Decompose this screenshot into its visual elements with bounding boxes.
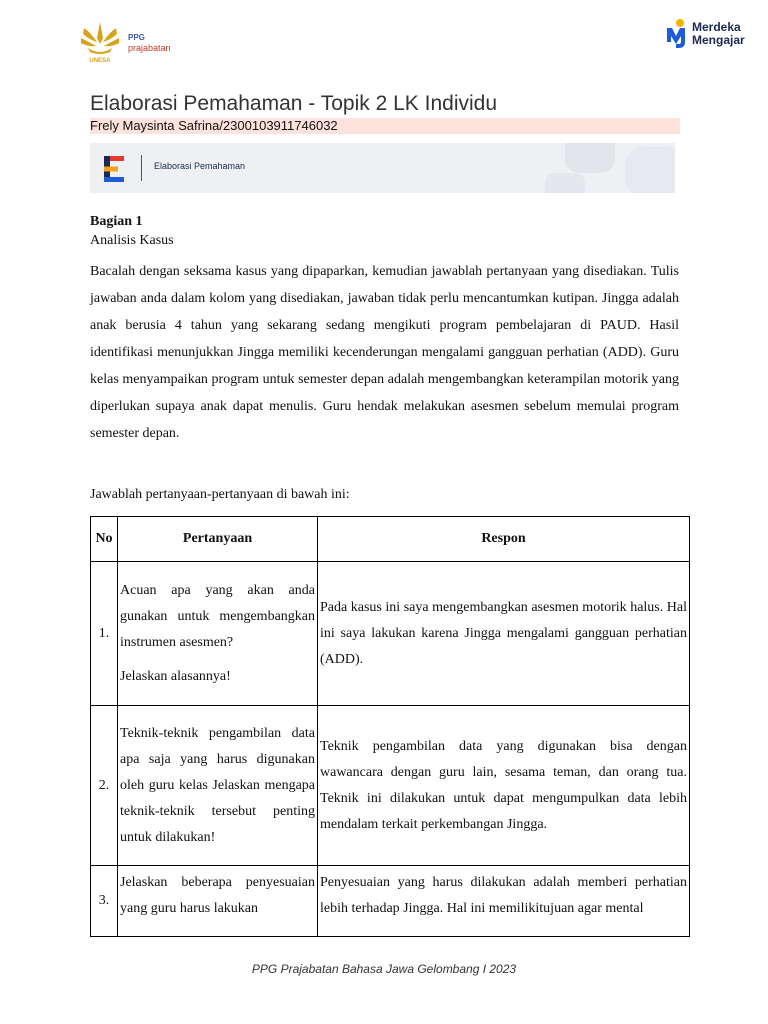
header-response: Respon (318, 517, 690, 562)
case-paragraph: Bacalah dengan seksama kasus yang dipaparkan, kemudian jawablah pertanyaan yang disediakan. Tulis jawaban anda dalam kolom yang disediakan, jawaban tidak perlu mencantumkan kutipan. Jingga adalah anak berusia 4 tahun yang sekarang sedang mengikuti program pembelajaran di PAUD. Hasil identifikasi menunjukkan Jingga memiliki kecenderungan mengalami gangguan perhatian (ADD). Guru kelas menyampaikan program untuk semester depan adalah mengembangkan keterampilan motorik yang diperlukan supaya anak dapat menulis. Guru hendak melakukan asesmen sebelum memulai program semester depan. (90, 264, 679, 441)
merdeka-mengajar-logo (664, 18, 745, 50)
question-text: Jelaskan beberapa penyesuaian yang guru harus lakukan (120, 875, 315, 916)
banner-e-icon (104, 156, 126, 187)
mm-logo-line1: Merdeka (692, 20, 741, 34)
header-no: No (91, 517, 118, 562)
row-number: 3. (91, 866, 118, 937)
section-banner (90, 143, 675, 193)
mm-logo-line2: Mengajar (692, 33, 745, 47)
banner-label: Elaborasi Pemahaman (154, 161, 246, 171)
response-cell (318, 706, 690, 866)
ppg-logo-line2: prajabatan (128, 43, 171, 53)
question-text: Acuan apa yang akan anda gunakan untuk mengembangkan instrumen asesmen? (120, 582, 315, 650)
section-subheading: Analisis Kasus (90, 233, 174, 248)
response-cell (318, 562, 690, 706)
question-cell (118, 562, 318, 706)
ppg-logo (128, 32, 171, 54)
page-footer: PPG Prajabatan Bahasa Jawa Gelombang I 2023 (251, 962, 517, 976)
response-cell (318, 866, 690, 937)
question-cell (118, 706, 318, 866)
question-text: Teknik-teknik pengambilan data apa saja yang harus digunakan oleh guru kelas Jelaskan mengapa teknik-teknik tersebut penting untuk dilakukan! (120, 725, 315, 845)
instruction-text: Jawablah pertanyaan-pertanyaan di bawah ini: (90, 487, 350, 502)
unesa-logo-text: UNESA (89, 58, 111, 64)
table-row (91, 706, 690, 866)
merdeka-mengajar-icon (664, 18, 688, 50)
header-question: Pertanyaan (118, 517, 318, 562)
question-extra: Jelaskan alasannya! (120, 668, 231, 684)
question-cell (118, 866, 318, 937)
response-text: Pada kasus ini saya mengembangkan asesmen motorik halus. Hal ini saya lakukan karena Jingga mengalami gangguan perhatian (ADD). (320, 599, 687, 667)
unesa-logo (78, 18, 122, 64)
ppg-logo-line1: PPG (128, 33, 145, 42)
response-text: Teknik pengambilan data yang digunakan bisa dengan wawancara dengan guru lain, sesama teman, dan orang tua. Teknik ini dilakukan untuk dapat mengumpulkan data lebih mendalam terkait perkembangan Jingga. (320, 738, 687, 832)
response-text: Penyesuaian yang harus dilakukan adalah memberi perhatian lebih terhadap Jingga. Hal ini memilikitujuan agar mental (320, 875, 687, 916)
document-title: Elaborasi Pemahaman - Topik 2 LK Individu (90, 92, 498, 115)
table-header-row (91, 517, 690, 562)
table-row (91, 866, 690, 937)
section-heading: Bagian 1 (90, 214, 143, 229)
row-number: 1. (91, 562, 118, 706)
table-row (91, 562, 690, 706)
question-table (90, 516, 690, 937)
row-number: 2. (91, 706, 118, 866)
banner-divider (141, 155, 142, 181)
banner-decoration (545, 143, 675, 193)
author-name: Frely Maysinta Safrina/2300103911746032 (90, 118, 338, 133)
